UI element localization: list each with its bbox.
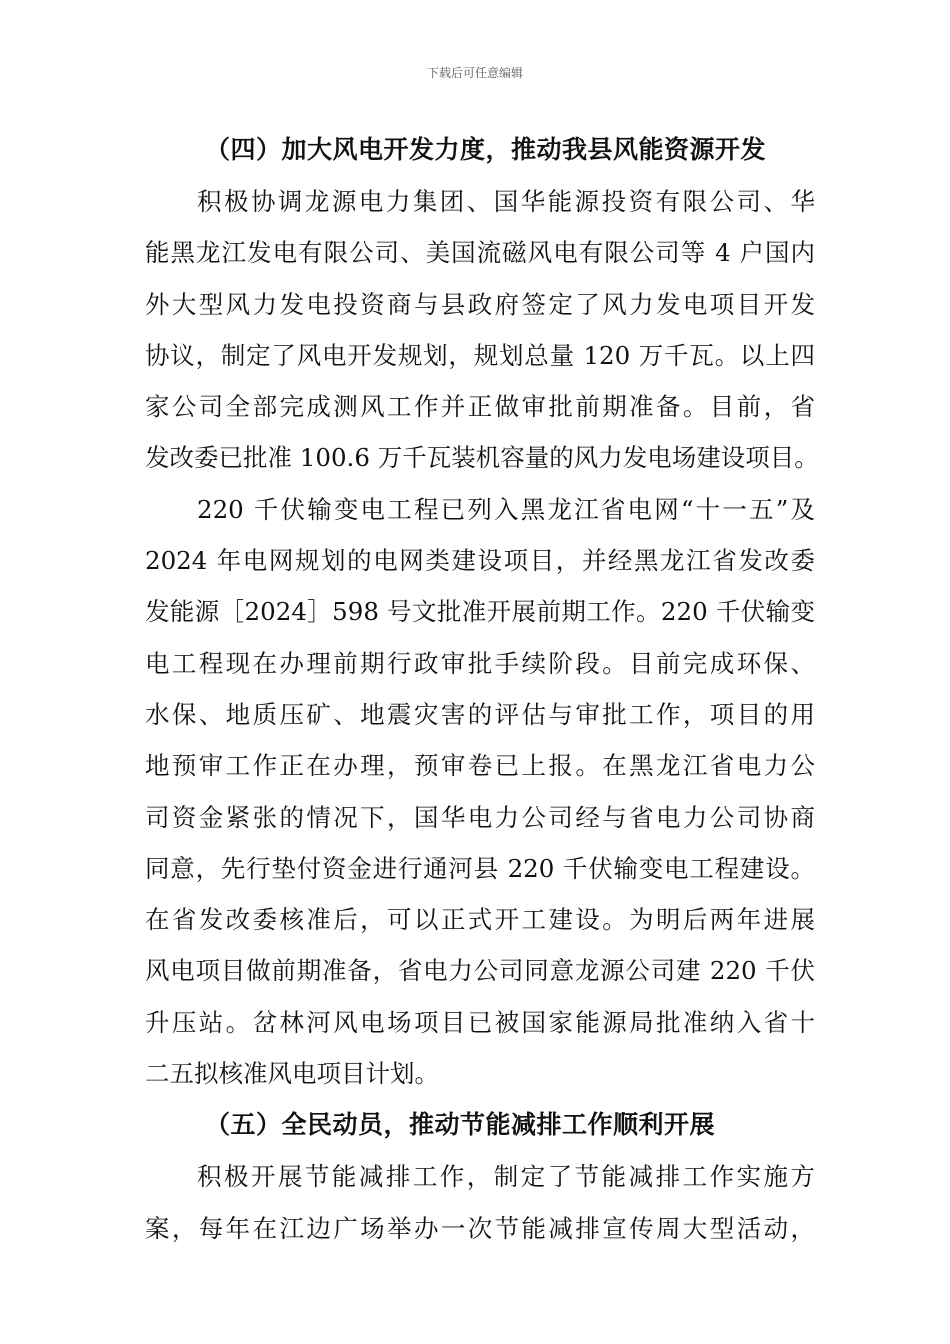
text-line: 协议，制定了风电开发规划，规划总量 120 万千瓦。以上四 [145,340,815,370]
section-heading-5: （五）全民动员，推动节能减排工作顺利开展 [205,1110,716,1140]
text-line: 在省发改委核准后，可以正式开工建设。为明后两年进展 [145,905,815,935]
text-line: 220 千伏输变电工程已列入黑龙江省电网“十一五”及 [197,494,815,524]
text-line: 同意，先行垫付资金进行通河县 220 千伏输变电工程建设。 [145,853,815,883]
text-line: 2024 年电网规划的电网类建设项目，并经黑龙江省发改委 [145,546,815,576]
text-line: 发改委已批准 100.6 万千瓦装机容量的风力发电场建设项目。 [145,443,819,473]
text-line: 家公司全部完成测风工作并正做审批前期准备。目前，省 [145,392,815,422]
document-body [145,124,819,1254]
text-line: 地预审工作正在办理，预审卷已上报。在黑龙江省电力公 [145,751,815,781]
text-line: 升压站。岔林河风电场项目已被国家能源局批准纳入省十 [145,1007,815,1037]
text-line: 积极开展节能减排工作，制定了节能减排工作实施方 [197,1162,815,1192]
paragraph-transmission [145,484,815,1100]
section-heading-4: （四）加大风电开发力度，推动我县风能资源开发 [205,135,767,164]
paragraph-energy-saving [145,1151,815,1254]
text-line: 风电项目做前期准备，省电力公司同意龙源公司建 220 千伏 [145,956,815,986]
text-line: 司资金紧张的情况下，国华电力公司经与省电力公司协商 [145,802,815,832]
text-line: 能黑龙江发电有限公司、美国流磁风电有限公司等 4 户国内 [145,238,815,268]
text-line: 二五拟核准风电项目计划。 [145,1059,439,1089]
paragraph-wind-power [145,176,819,484]
text-line: 发能源［2024］598 号文批准开展前期工作。220 千伏输变 [145,597,815,627]
page-header: 下载后可任意编辑 [426,66,523,80]
text-line: 外大型风力发电投资商与县政府签定了风力发电项目开发 [145,289,815,319]
text-line: 电工程现在办理前期行政审批手续阶段。目前完成环保、 [145,648,815,678]
text-line: 案，每年在江边广场举办一次节能减排宣传周大型活动， [145,1213,815,1243]
text-line: 积极协调龙源电力集团、国华能源投资有限公司、华 [197,187,815,216]
text-line: 水保、地质压矿、地震灾害的评估与审批工作，项目的用 [145,699,815,729]
